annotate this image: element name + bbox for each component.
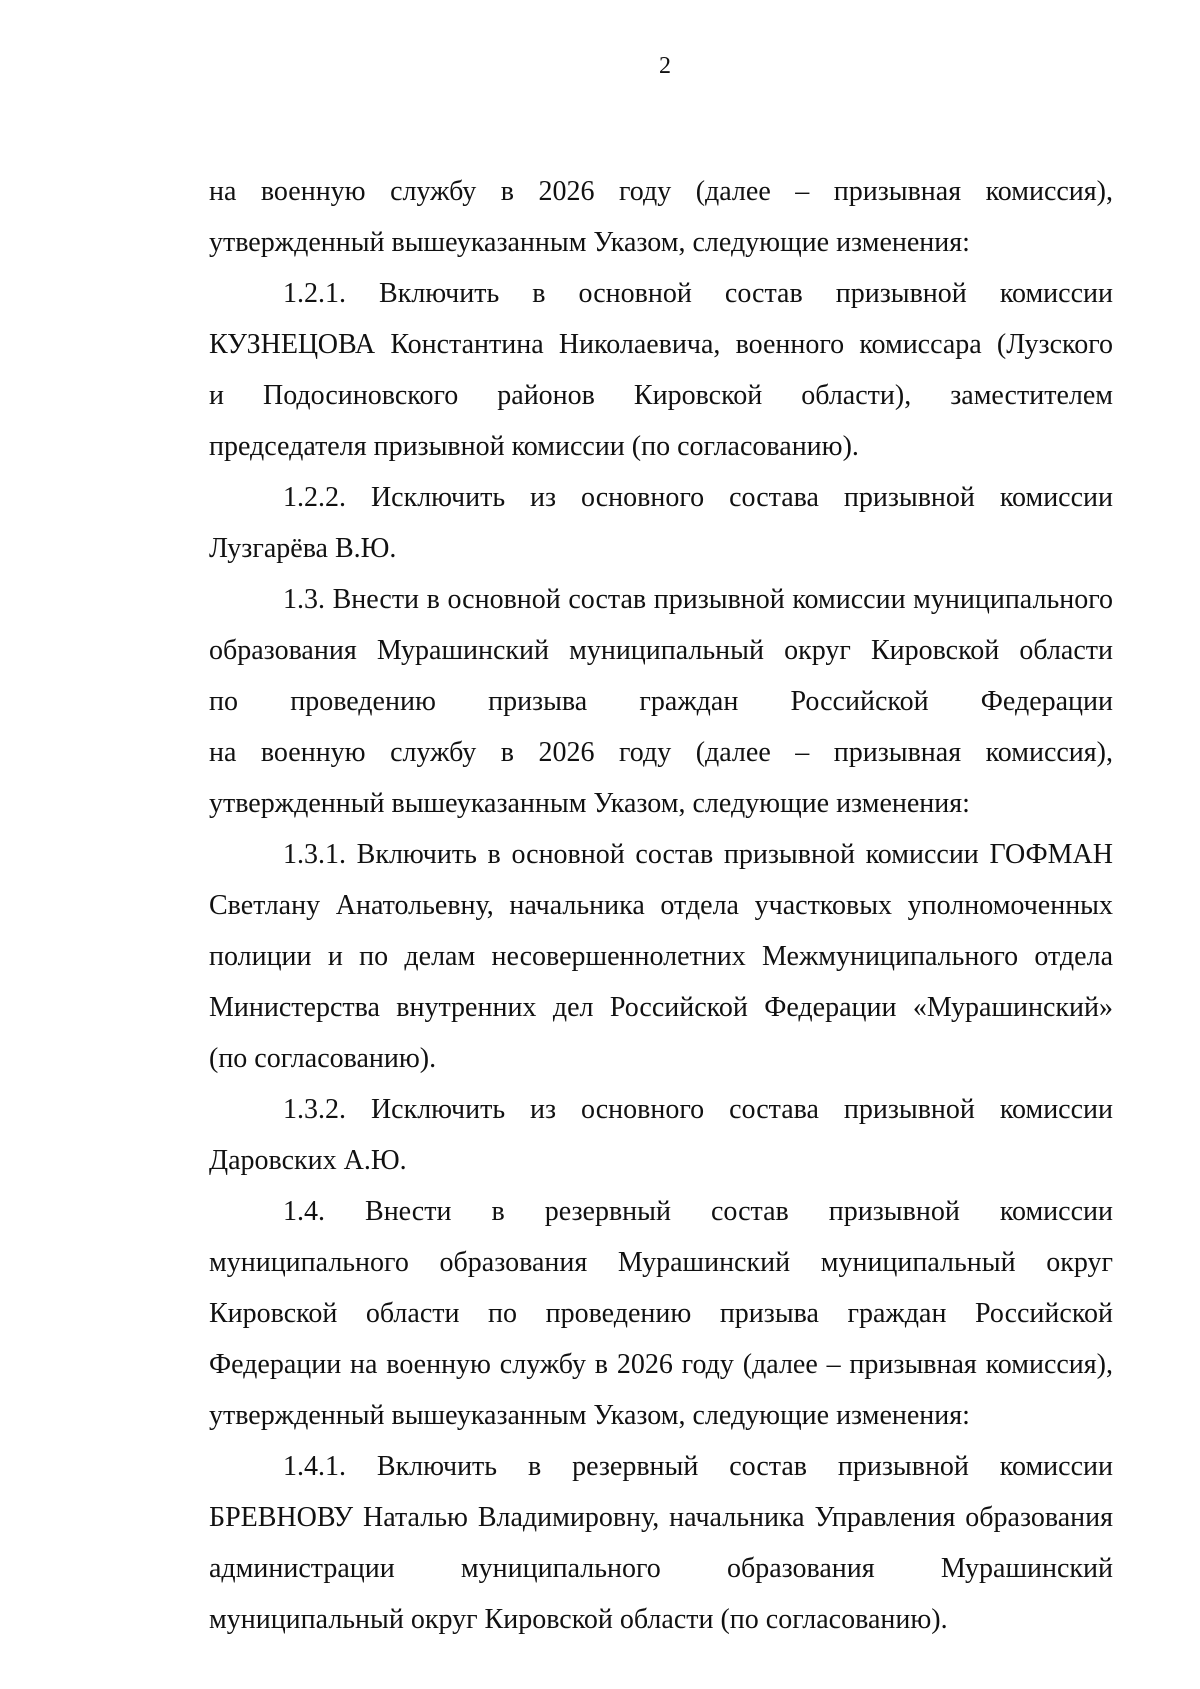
body-line: по проведению призыва граждан Российской Федерации bbox=[209, 686, 1113, 717]
body-line: утвержденный вышеуказанным Указом, следующие изменения: bbox=[209, 1400, 970, 1431]
body-line: КУЗНЕЦОВА Константина Николаевича, военного комиссара (Лузского bbox=[209, 329, 1113, 360]
body-line: 1.4.1. Включить в резервный состав призывной комиссии bbox=[283, 1451, 1113, 1482]
body-line: 1.3.1. Включить в основной состав призывной комиссии ГОФМАН bbox=[283, 839, 1113, 870]
body-line: 1.2.2. Исключить из основного состава призывной комиссии bbox=[283, 482, 1113, 513]
body-line: БРЕВНОВУ Наталью Владимировну, начальника Управления образования bbox=[209, 1502, 1113, 1533]
document-body bbox=[209, 166, 1113, 1645]
page-number: 2 bbox=[659, 53, 671, 79]
body-line: Кировской области по проведению призыва граждан Российской bbox=[209, 1298, 1113, 1329]
body-line: (по согласованию). bbox=[209, 1043, 437, 1074]
body-line: Лузгарёва В.Ю. bbox=[209, 533, 397, 564]
body-line: и Подосиновского районов Кировской области), заместителем bbox=[209, 380, 1113, 411]
body-line: утвержденный вышеуказанным Указом, следующие изменения: bbox=[209, 788, 970, 819]
body-line: образования Мурашинский муниципальный округ Кировской области bbox=[209, 635, 1113, 666]
body-line: полиции и по делам несовершеннолетних Межмуниципального отдела bbox=[209, 941, 1113, 972]
body-line: 1.4. Внести в резервный состав призывной комиссии bbox=[283, 1196, 1113, 1227]
body-line: на военную службу в 2026 году (далее – призывная комиссия), bbox=[209, 737, 1113, 768]
body-line: 1.3. Внести в основной состав призывной комиссии муниципального bbox=[283, 584, 1113, 615]
body-line: на военную службу в 2026 году (далее – призывная комиссия), bbox=[209, 176, 1113, 207]
body-line: председателя призывной комиссии (по согласованию). bbox=[209, 431, 859, 462]
body-line: Светлану Анатольевну, начальника отдела участковых уполномоченных bbox=[209, 890, 1113, 921]
body-line: Даровских А.Ю. bbox=[209, 1145, 407, 1176]
body-line: 1.2.1. Включить в основной состав призывной комиссии bbox=[283, 278, 1113, 309]
body-line: 1.3.2. Исключить из основного состава призывной комиссии bbox=[283, 1094, 1113, 1125]
body-line: утвержденный вышеуказанным Указом, следующие изменения: bbox=[209, 227, 970, 258]
body-line: Федерации на военную службу в 2026 году (далее – призывная комиссия), bbox=[209, 1349, 1113, 1380]
body-line: Министерства внутренних дел Российской Федерации «Мурашинский» bbox=[209, 992, 1113, 1023]
body-line: администрации муниципального образования Мурашинский bbox=[209, 1553, 1113, 1584]
body-line: муниципальный округ Кировской области (по согласованию). bbox=[209, 1604, 948, 1635]
body-line: муниципального образования Мурашинский муниципальный округ bbox=[209, 1247, 1113, 1278]
